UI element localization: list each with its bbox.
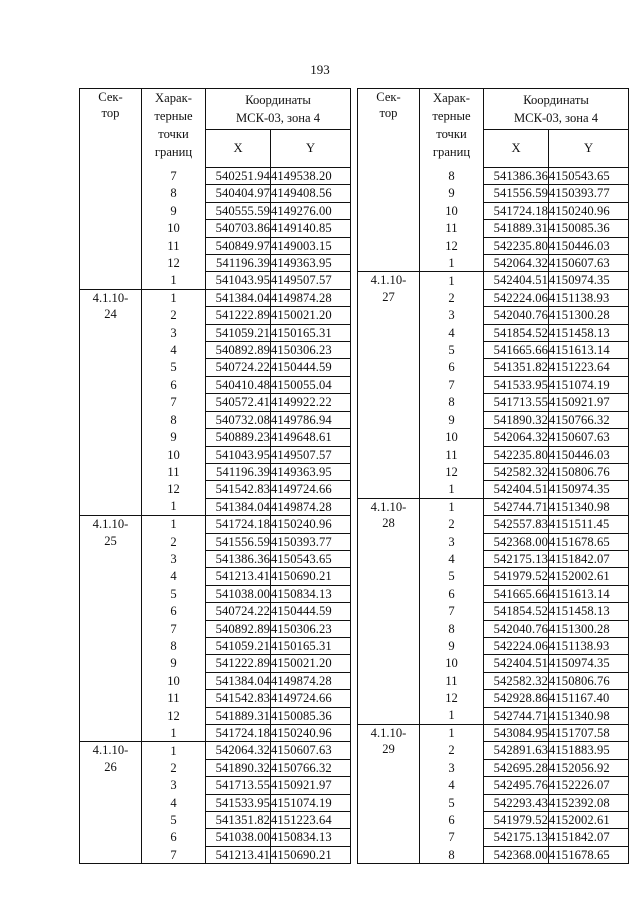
x-coordinate-cell: 541979.52 [484,568,549,585]
point-number-cell: 7 [420,829,484,846]
point-number-cell: 6 [420,812,484,829]
point-number-cell: 10 [420,429,484,446]
y-coordinate-cell: 4151223.64 [549,359,629,376]
point-number-cell: 2 [420,516,484,533]
point-number-cell: 5 [142,359,206,376]
point-number-cell: 2 [142,533,206,550]
x-coordinate-cell: 540251.94 [206,168,271,185]
x-coordinate-cell: 541724.18 [484,202,549,219]
y-coordinate-cell: 4150240.96 [271,725,351,742]
x-coordinate-cell: 540849.97 [206,237,271,254]
point-number-cell: 3 [420,307,484,324]
point-number-cell: 9 [420,637,484,654]
y-coordinate-cell: 4150085.36 [549,220,629,237]
y-coordinate-cell: 4150974.35 [549,481,629,498]
point-number-cell: 2 [420,289,484,306]
point-number-cell: 8 [142,411,206,428]
coordinates-header: Координаты МСК-03, зона 4 [484,89,629,130]
x-coordinate-cell: 540732.08 [206,411,271,428]
x-coordinate-cell: 541533.95 [206,794,271,811]
y-coordinate-cell: 4151678.65 [549,533,629,550]
point-number-cell: 4 [420,777,484,794]
x-coordinate-cell: 541351.82 [484,359,549,376]
y-coordinate-cell: 4150806.76 [549,672,629,689]
x-coordinate-cell: 541854.52 [484,324,549,341]
y-coordinate-cell: 4150690.21 [271,846,351,863]
point-number-cell: 9 [142,429,206,446]
y-coordinate-cell: 4151883.95 [549,742,629,759]
y-coordinate-cell: 4152002.61 [549,812,629,829]
y-coordinate-cell: 4151340.98 [549,707,629,724]
y-coordinate-cell: 4151458.13 [549,603,629,620]
table-row [358,168,629,185]
point-number-cell: 11 [420,446,484,463]
y-coordinate-cell: 4151167.40 [549,690,629,707]
point-number-cell: 4 [420,550,484,567]
y-coordinate-cell: 4150921.97 [549,394,629,411]
point-number-cell: 10 [142,220,206,237]
x-coordinate-cell: 541213.41 [206,568,271,585]
point-number-cell: 1 [142,725,206,742]
x-coordinate-cell: 541889.31 [206,707,271,724]
y-coordinate-cell: 4150974.35 [549,655,629,672]
point-number-cell: 11 [142,237,206,254]
x-coordinate-cell: 542368.00 [484,846,549,863]
y-coordinate-cell: 4149786.94 [271,411,351,428]
y-coordinate-cell: 4151511.45 [549,516,629,533]
y-coordinate-cell: 4150446.03 [549,446,629,463]
x-coordinate-cell: 540889.23 [206,429,271,446]
y-coordinate-cell: 4150834.13 [271,585,351,602]
point-number-cell: 3 [420,759,484,776]
point-number-cell: 7 [420,603,484,620]
y-coordinate-cell: 4150444.59 [271,359,351,376]
y-coordinate-cell: 4151138.93 [549,637,629,654]
sector-label: 4.1.10- 27 [370,273,407,304]
x-coordinate-cell: 542695.28 [484,759,549,776]
x-coordinate-cell: 541213.41 [206,846,271,863]
point-number-cell: 9 [420,411,484,428]
sector-label: 4.1.10- 29 [370,726,407,757]
x-coordinate-cell: 542293.43 [484,794,549,811]
y-coordinate-cell: 4152002.61 [549,568,629,585]
x-coordinate-cell: 542582.32 [484,672,549,689]
y-coordinate-cell: 4150393.77 [549,185,629,202]
point-number-cell: 4 [420,324,484,341]
y-coordinate-cell: 4150240.96 [549,202,629,219]
x-coordinate-cell: 542928.86 [484,690,549,707]
x-column-header: X [206,130,271,168]
point-number-cell: 1 [142,742,206,759]
point-number-cell: 12 [420,690,484,707]
point-number-cell: 4 [142,342,206,359]
y-coordinate-cell: 4149507.57 [271,446,351,463]
table-row [80,516,351,533]
x-coordinate-cell: 542582.32 [484,463,549,480]
sector-column-header: Сек- тор [358,89,420,168]
y-coordinate-cell: 4152392.08 [549,794,629,811]
x-coordinate-cell: 541384.04 [206,289,271,306]
y-coordinate-cell: 4149363.95 [271,255,351,272]
y-coordinate-cell: 4149538.20 [271,168,351,185]
sector-cell [358,725,420,864]
point-number-cell: 10 [142,446,206,463]
x-coordinate-cell: 541533.95 [484,376,549,393]
points-column-header: Харак- терные точки границ [142,89,206,168]
x-coordinate-cell: 541724.18 [206,516,271,533]
point-number-cell: 7 [142,846,206,863]
x-coordinate-cell: 542404.51 [484,481,549,498]
point-number-cell: 9 [142,655,206,672]
point-number-cell: 3 [142,777,206,794]
y-coordinate-cell: 4150543.65 [549,168,629,185]
y-coordinate-cell: 4150834.13 [271,829,351,846]
x-coordinate-cell: 542175.13 [484,829,549,846]
x-coordinate-cell: 542744.71 [484,707,549,724]
x-coordinate-cell: 541384.04 [206,672,271,689]
x-coordinate-cell: 541665.66 [484,342,549,359]
point-number-cell: 2 [142,307,206,324]
point-number-cell: 7 [142,394,206,411]
y-coordinate-cell: 4149003.15 [271,237,351,254]
y-coordinate-cell: 4151842.07 [549,550,629,567]
x-coordinate-cell: 540555.59 [206,202,271,219]
sector-cell [80,742,142,864]
y-coordinate-cell: 4150607.63 [549,429,629,446]
y-coordinate-cell: 4151458.13 [549,324,629,341]
x-coordinate-cell: 541351.82 [206,812,271,829]
y-coordinate-cell: 4149363.95 [271,463,351,480]
point-number-cell: 1 [142,498,206,515]
x-coordinate-cell: 540724.22 [206,359,271,376]
point-number-cell: 8 [420,620,484,637]
point-number-cell: 12 [420,237,484,254]
x-coordinate-cell: 541556.59 [206,533,271,550]
point-number-cell: 5 [142,812,206,829]
x-coordinate-cell: 542235.80 [484,446,549,463]
point-number-cell: 7 [142,620,206,637]
y-coordinate-cell: 4151074.19 [271,794,351,811]
x-coordinate-cell: 540410.48 [206,376,271,393]
y-coordinate-cell: 4149408.56 [271,185,351,202]
y-coordinate-cell: 4149507.57 [271,272,351,289]
y-column-header: Y [271,130,351,168]
point-number-cell: 6 [142,829,206,846]
x-coordinate-cell: 542368.00 [484,533,549,550]
table-row [80,168,351,185]
y-coordinate-cell: 4149724.66 [271,481,351,498]
point-number-cell: 10 [142,672,206,689]
x-coordinate-cell: 542891.63 [484,742,549,759]
y-coordinate-cell: 4151613.14 [549,342,629,359]
point-number-cell: 11 [420,672,484,689]
point-number-cell: 1 [420,725,484,742]
x-coordinate-cell: 541979.52 [484,812,549,829]
x-coordinate-cell: 541043.95 [206,272,271,289]
sector-label: 4.1.10- 26 [92,743,129,774]
point-number-cell: 3 [142,550,206,567]
x-coordinate-cell: 542040.76 [484,307,549,324]
sector-cell [80,289,142,515]
point-number-cell: 11 [142,690,206,707]
x-coordinate-cell: 542064.32 [484,255,549,272]
x-coordinate-cell: 541724.18 [206,725,271,742]
point-number-cell: 7 [142,168,206,185]
x-coordinate-cell: 541038.00 [206,829,271,846]
x-coordinate-cell: 541222.89 [206,655,271,672]
y-coordinate-cell: 4149874.28 [271,498,351,515]
x-coordinate-cell: 542224.06 [484,289,549,306]
point-number-cell: 10 [420,202,484,219]
point-number-cell: 1 [420,481,484,498]
x-coordinate-cell: 541542.83 [206,481,271,498]
point-number-cell: 1 [420,707,484,724]
y-coordinate-cell: 4149874.28 [271,289,351,306]
x-coordinate-cell: 540572.41 [206,394,271,411]
point-number-cell: 1 [420,498,484,515]
table-row [358,272,629,289]
y-coordinate-cell: 4150806.76 [549,463,629,480]
point-number-cell: 5 [420,568,484,585]
y-coordinate-cell: 4150607.63 [549,255,629,272]
x-column-header: X [484,130,549,168]
point-number-cell: 10 [420,655,484,672]
sector-cell [80,516,142,742]
point-number-cell: 6 [142,376,206,393]
y-coordinate-cell: 4149874.28 [271,672,351,689]
x-coordinate-cell: 541890.32 [206,759,271,776]
point-number-cell: 1 [142,272,206,289]
y-coordinate-cell: 4150921.97 [271,777,351,794]
y-coordinate-cell: 4150766.32 [549,411,629,428]
x-coordinate-cell: 542495.76 [484,777,549,794]
point-number-cell: 4 [142,568,206,585]
y-coordinate-cell: 4150021.20 [271,655,351,672]
point-number-cell: 3 [142,324,206,341]
y-coordinate-cell: 4151223.64 [271,812,351,829]
point-number-cell: 6 [420,585,484,602]
x-coordinate-cell: 541059.21 [206,324,271,341]
x-coordinate-cell: 541542.83 [206,690,271,707]
y-coordinate-cell: 4152056.92 [549,759,629,776]
point-number-cell: 9 [142,202,206,219]
x-coordinate-cell: 541038.00 [206,585,271,602]
y-coordinate-cell: 4149724.66 [271,690,351,707]
sector-cell [80,168,142,290]
x-coordinate-cell: 542040.76 [484,620,549,637]
x-coordinate-cell: 541386.36 [484,168,549,185]
point-number-cell: 12 [142,707,206,724]
point-number-cell: 4 [142,794,206,811]
x-coordinate-cell: 540703.86 [206,220,271,237]
x-coordinate-cell: 541196.39 [206,255,271,272]
x-coordinate-cell: 542235.80 [484,237,549,254]
x-coordinate-cell: 542744.71 [484,498,549,515]
sector-label: 4.1.10- 28 [370,499,407,531]
coordinates-table-right [357,88,629,864]
table-row [80,742,351,759]
point-number-cell: 2 [142,759,206,776]
sector-cell [358,498,420,724]
y-coordinate-cell: 4150690.21 [271,568,351,585]
x-coordinate-cell: 541384.04 [206,498,271,515]
x-coordinate-cell: 541059.21 [206,637,271,654]
y-coordinate-cell: 4150165.31 [271,637,351,654]
y-coordinate-cell: 4149922.22 [271,394,351,411]
sector-column-header: Сек- тор [80,89,142,168]
y-coordinate-cell: 4150055.04 [271,376,351,393]
point-number-cell: 6 [142,603,206,620]
point-number-cell: 8 [142,637,206,654]
x-coordinate-cell: 541196.39 [206,463,271,480]
table-row [358,725,629,742]
y-coordinate-cell: 4149140.85 [271,220,351,237]
coordinates-header: Координаты МСК-03, зона 4 [206,89,351,130]
x-coordinate-cell: 541713.55 [206,777,271,794]
x-coordinate-cell: 541890.32 [484,411,549,428]
x-coordinate-cell: 541889.31 [484,220,549,237]
y-coordinate-cell: 4151340.98 [549,498,629,515]
y-coordinate-cell: 4149648.61 [271,429,351,446]
x-coordinate-cell: 541043.95 [206,446,271,463]
y-coordinate-cell: 4151300.28 [549,620,629,637]
y-coordinate-cell: 4149276.00 [271,202,351,219]
x-coordinate-cell: 541665.66 [484,585,549,602]
sector-cell [358,168,420,272]
point-number-cell: 2 [420,742,484,759]
y-coordinate-cell: 4150444.59 [271,603,351,620]
point-number-cell: 11 [142,463,206,480]
point-number-cell: 1 [142,289,206,306]
point-number-cell: 11 [420,220,484,237]
x-coordinate-cell: 540404.97 [206,185,271,202]
point-number-cell: 9 [420,185,484,202]
point-number-cell: 8 [420,168,484,185]
point-number-cell: 1 [142,516,206,533]
x-coordinate-cell: 540724.22 [206,603,271,620]
point-number-cell: 6 [420,359,484,376]
x-coordinate-cell: 541222.89 [206,307,271,324]
x-coordinate-cell: 541854.52 [484,603,549,620]
table-row [358,498,629,515]
y-coordinate-cell: 4151074.19 [549,376,629,393]
y-coordinate-cell: 4150306.23 [271,620,351,637]
y-coordinate-cell: 4150165.31 [271,324,351,341]
point-number-cell: 12 [142,255,206,272]
table-row [80,289,351,306]
y-coordinate-cell: 4150085.36 [271,707,351,724]
y-coordinate-cell: 4151613.14 [549,585,629,602]
point-number-cell: 12 [420,463,484,480]
sector-label: 4.1.10- 24 [92,290,129,322]
x-coordinate-cell: 542175.13 [484,550,549,567]
y-coordinate-cell: 4152226.07 [549,777,629,794]
point-number-cell: 7 [420,376,484,393]
x-coordinate-cell: 543084.95 [484,725,549,742]
x-coordinate-cell: 541556.59 [484,185,549,202]
sector-label: 4.1.10- 25 [92,517,129,548]
y-coordinate-cell: 4151842.07 [549,829,629,846]
y-coordinate-cell: 4151300.28 [549,307,629,324]
y-coordinate-cell: 4150021.20 [271,307,351,324]
y-coordinate-cell: 4150306.23 [271,342,351,359]
x-coordinate-cell: 542224.06 [484,637,549,654]
y-column-header: Y [549,130,629,168]
x-coordinate-cell: 542557.83 [484,516,549,533]
point-number-cell: 5 [420,342,484,359]
x-coordinate-cell: 542064.32 [484,429,549,446]
points-column-header: Харак- терные точки границ [420,89,484,168]
y-coordinate-cell: 4150446.03 [549,237,629,254]
y-coordinate-cell: 4150393.77 [271,533,351,550]
x-coordinate-cell: 540892.89 [206,342,271,359]
point-number-cell: 1 [420,272,484,289]
x-coordinate-cell: 542404.51 [484,272,549,289]
point-number-cell: 5 [420,794,484,811]
y-coordinate-cell: 4151678.65 [549,846,629,863]
point-number-cell: 8 [420,394,484,411]
x-coordinate-cell: 542404.51 [484,655,549,672]
sector-cell [358,272,420,498]
y-coordinate-cell: 4150766.32 [271,759,351,776]
page-number: 193 [310,62,330,77]
x-coordinate-cell: 541713.55 [484,394,549,411]
point-number-cell: 12 [142,481,206,498]
point-number-cell: 3 [420,533,484,550]
point-number-cell: 8 [420,846,484,863]
x-coordinate-cell: 540892.89 [206,620,271,637]
x-coordinate-cell: 541386.36 [206,550,271,567]
y-coordinate-cell: 4150240.96 [271,516,351,533]
y-coordinate-cell: 4150974.35 [549,272,629,289]
coordinates-table-left [79,88,351,864]
y-coordinate-cell: 4151138.93 [549,289,629,306]
point-number-cell: 1 [420,255,484,272]
point-number-cell: 5 [142,585,206,602]
x-coordinate-cell: 542064.32 [206,742,271,759]
y-coordinate-cell: 4150607.63 [271,742,351,759]
point-number-cell: 8 [142,185,206,202]
y-coordinate-cell: 4150543.65 [271,550,351,567]
y-coordinate-cell: 4151707.58 [549,725,629,742]
